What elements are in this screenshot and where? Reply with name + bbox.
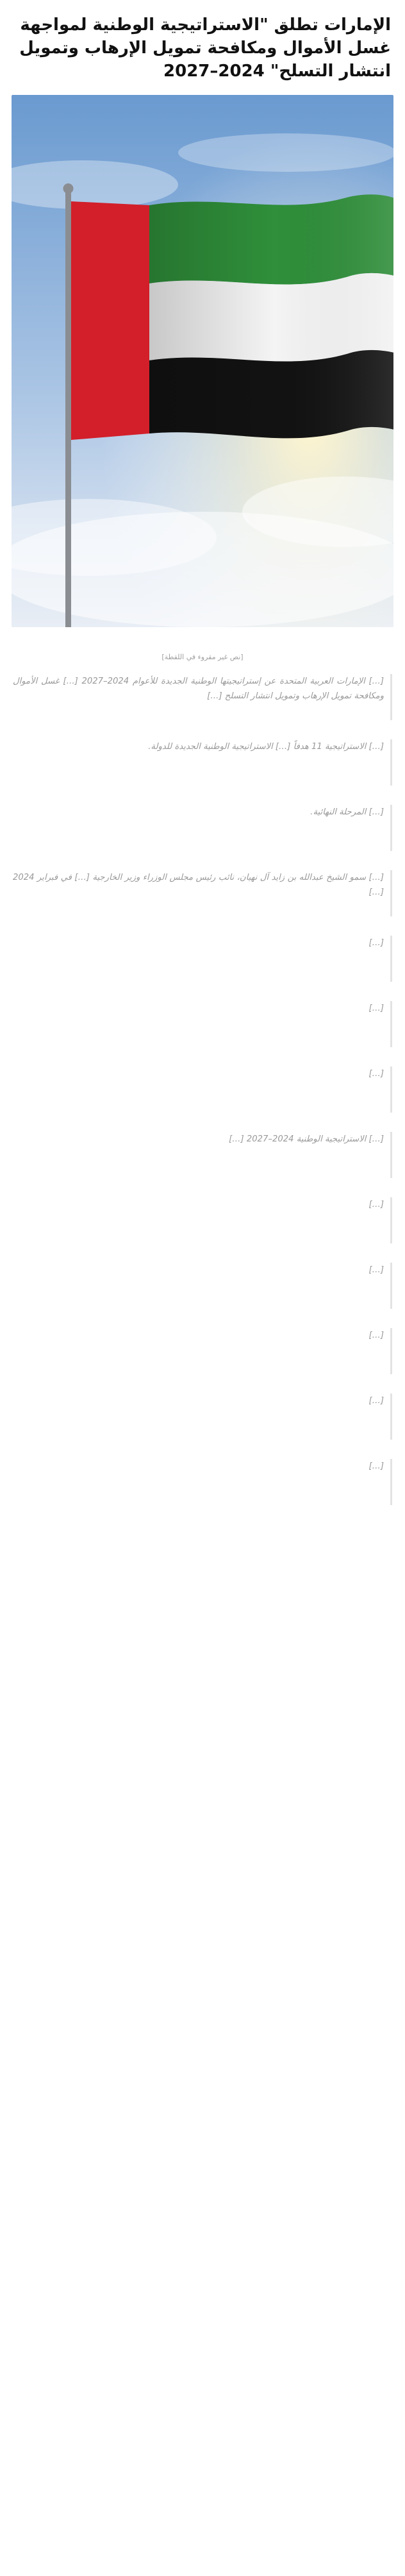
flag-pole-finial xyxy=(63,183,74,194)
article-paragraph: […] xyxy=(13,1328,392,1374)
uae-flag-photo xyxy=(12,95,393,627)
article-paragraph: […] xyxy=(13,936,392,982)
article-paragraph: […] المرحلة النهائية. xyxy=(13,805,392,851)
hero-image xyxy=(12,95,393,627)
cloud xyxy=(178,133,393,172)
article-paragraph: […] الاستراتيجية الوطنية 2024–2027 […] xyxy=(13,1132,392,1178)
flag-pole xyxy=(65,191,71,627)
uae-flag xyxy=(71,194,393,440)
illegible-note: [نص غير مقروء في اللقطة] xyxy=(161,652,244,661)
flag-red-hoist xyxy=(71,201,151,440)
article-paragraph: […] xyxy=(13,1459,392,1505)
article-paragraph: […] xyxy=(13,1066,392,1113)
article-paragraph: […] سمو الشيخ عبدالله بن زايد آل نهيان، نائب رئيس مجلس الوزراء وزير الخارجية […] في فبراير 2024 […] xyxy=(13,870,392,916)
article-paragraph: […] xyxy=(13,1263,392,1309)
article-paragraph: […] xyxy=(13,1197,392,1243)
article-paragraph: […] الإمارات العربية المتحدة عن إستراتيجيتها الوطنية الجديدة للأعوام 2024–2027 […] غسل الأموال ومكافحة تمويل الإرهاب وتمويل انتشار التسلح […] xyxy=(13,674,392,720)
flag-fold-shading xyxy=(149,194,393,438)
article-paragraph: […] xyxy=(13,1393,392,1440)
article-paragraph: […] الاستراتيجية 11 هدفاً […] الاستراتيجية الوطنية الجديدة للدولة. xyxy=(13,739,392,786)
article-paragraph: […] xyxy=(13,1001,392,1047)
article-headline: الإمارات تطلق "الاستراتيجية الوطنية لمواجهة غسل الأموال ومكافحة تمويل الإرهاب وتمويل انتشار التسلح" 2024–2027 xyxy=(19,15,391,81)
article-body xyxy=(12,674,393,1505)
